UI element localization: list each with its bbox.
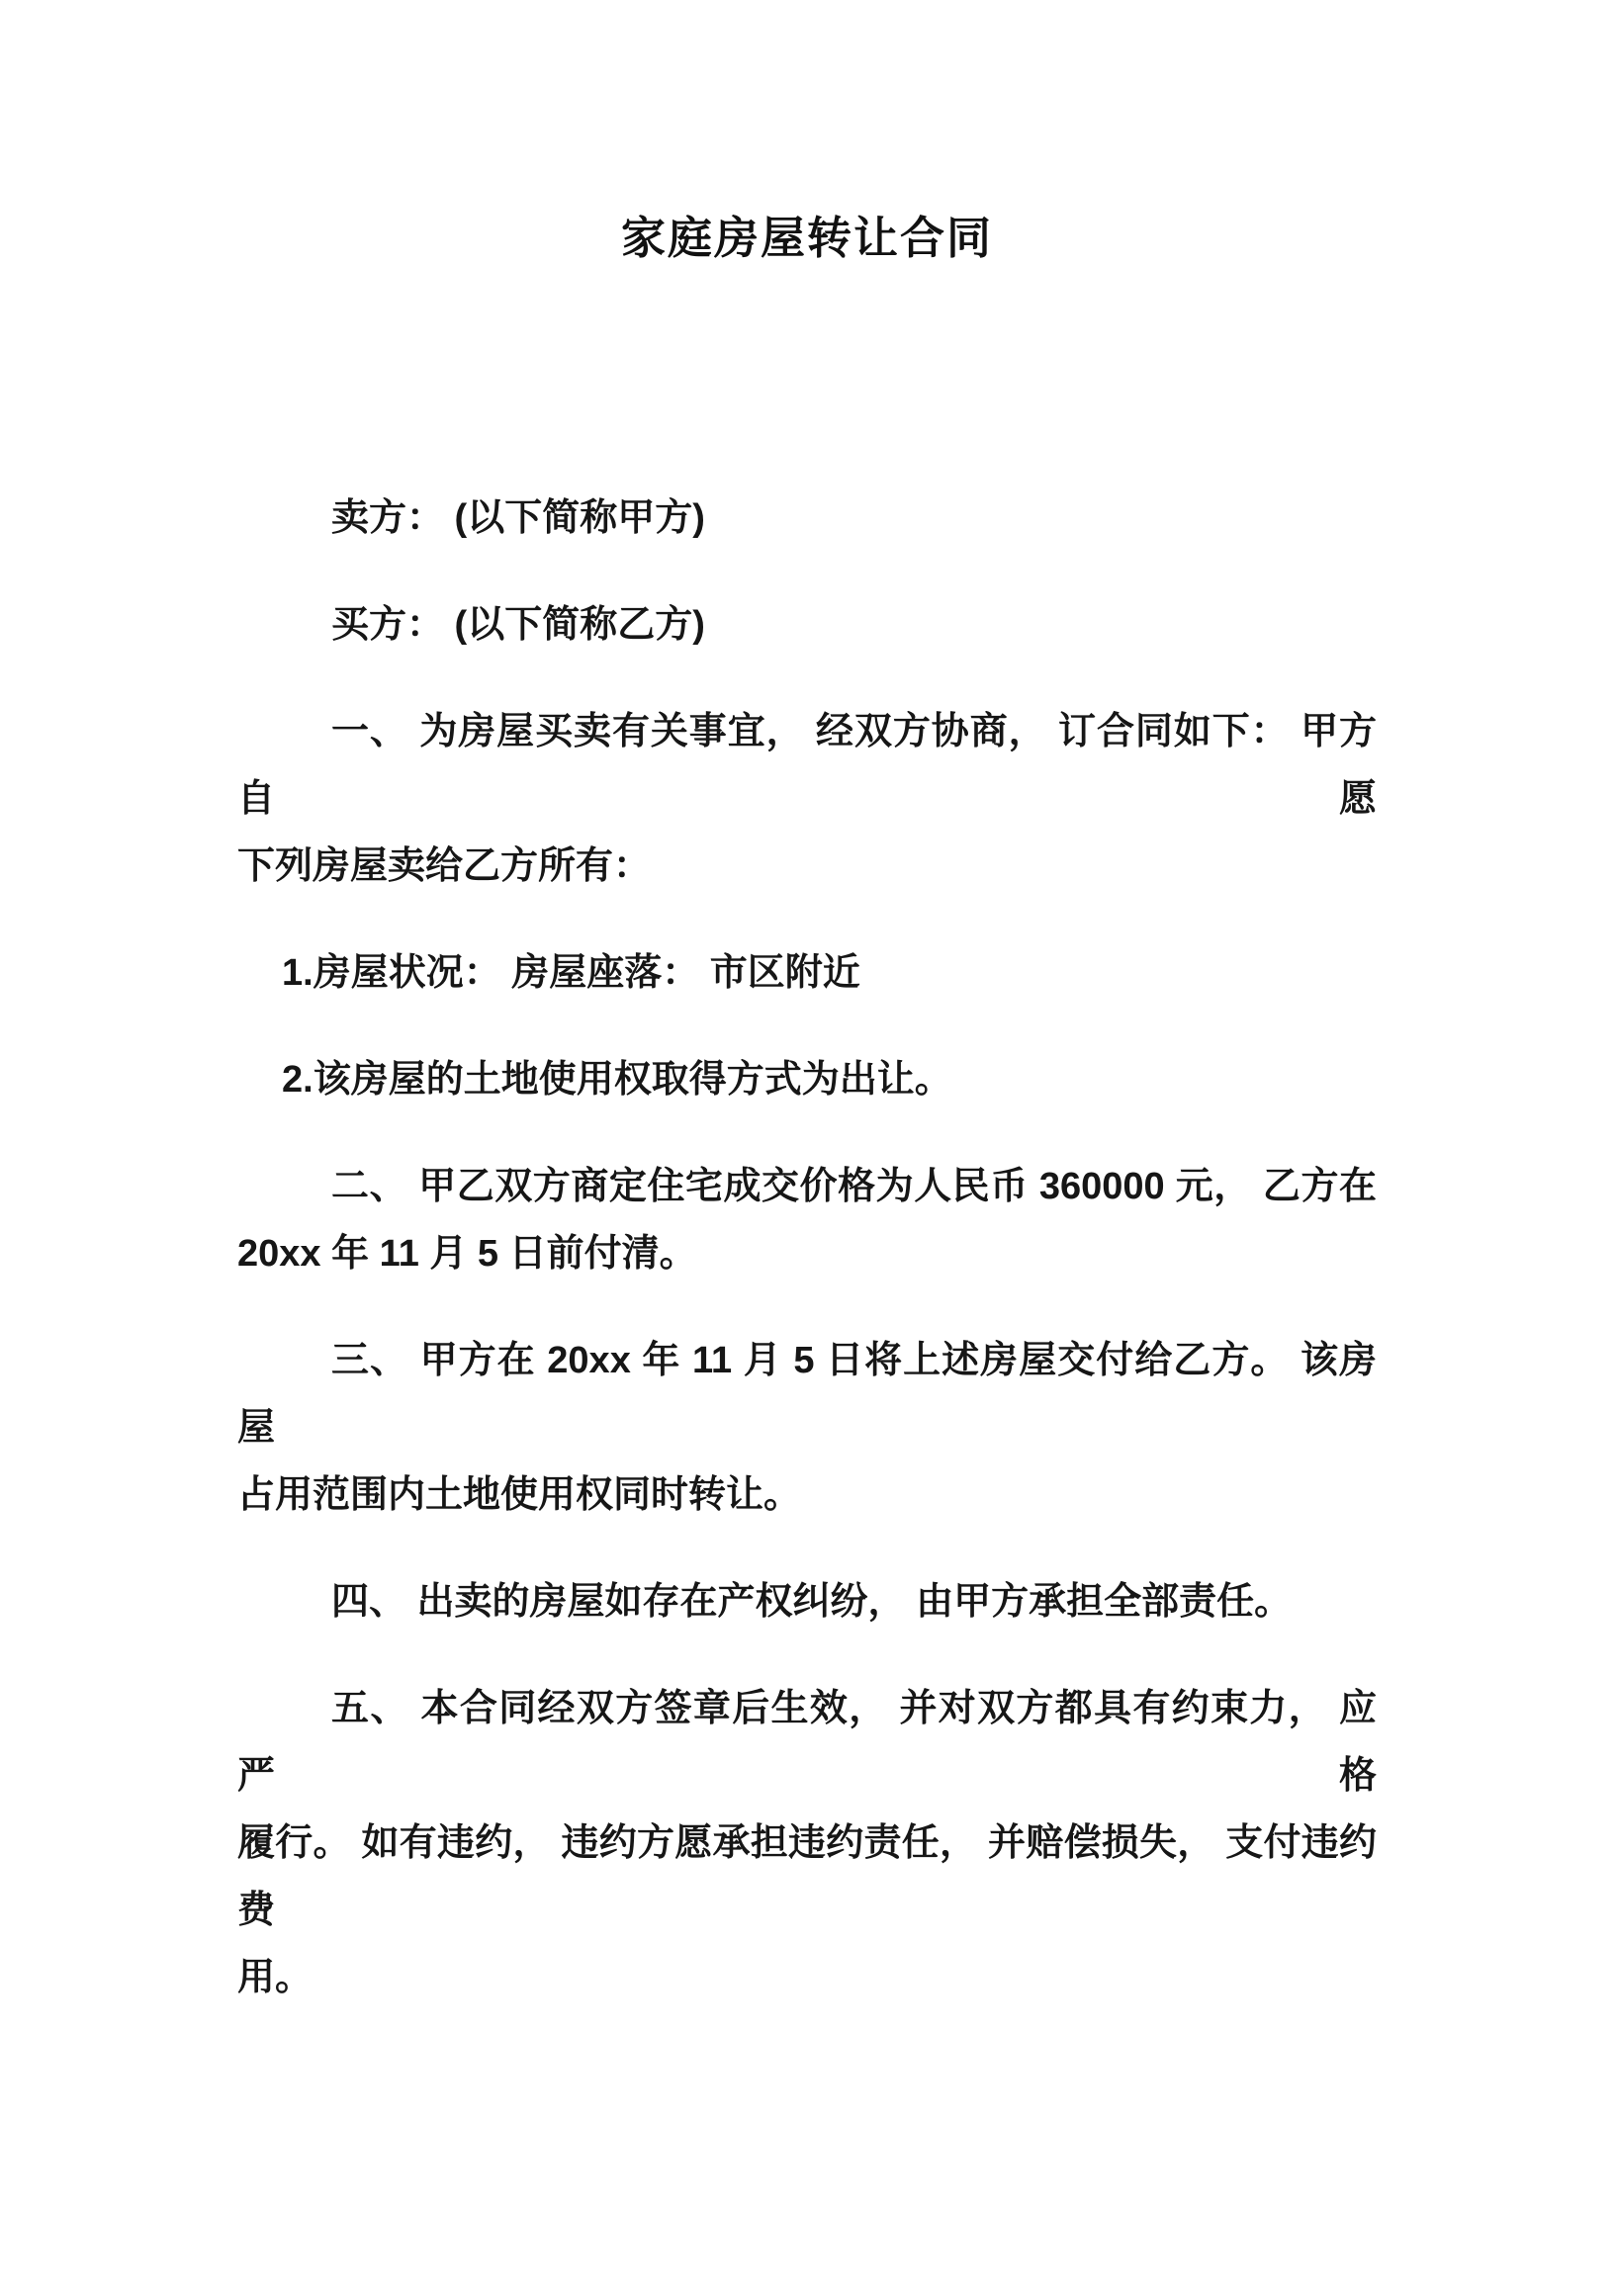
paragraph — [237, 1675, 1377, 2011]
text-line: 下列房屋卖给乙方所有： — [237, 845, 652, 887]
text-line: 二、 甲乙双方商定住宅成交价格为人民币 360000 元， 乙方在 — [331, 1166, 1377, 1207]
text-line: 三、 甲方在 20xx 年 11 月 5 日将上述房屋交付给乙方。 该房屋 — [237, 1340, 1377, 1449]
text-line: 五、 本合同经双方签章后生效， 并对双方都具有约束力， 应严格 — [237, 1688, 1377, 1797]
document-page — [0, 208, 1614, 2296]
text-line: 买方： (以下简称乙方) — [331, 604, 705, 646]
paragraph — [237, 939, 1377, 1007]
document-body — [237, 485, 1377, 2011]
paragraph — [237, 485, 1377, 552]
text-line: 履行。 如有违约， 违约方愿承担违约责任， 并赔偿损失， 支付违约费 — [237, 1822, 1377, 1931]
text-line: 2.该房屋的土地使用权取得方式为出让。 — [282, 1059, 952, 1101]
paragraph — [237, 1046, 1377, 1113]
document-title: 家庭房屋转让合同 — [620, 213, 993, 263]
text-line: 用。 — [237, 1957, 314, 1998]
paragraph — [237, 1327, 1377, 1529]
text-line: 20xx 年 11 月 5 日前付清。 — [237, 1233, 697, 1275]
paragraph — [237, 1568, 1377, 1635]
text-line: 四、 出卖的房屋如存在产权纠纷， 由甲方承担全部责任。 — [331, 1581, 1293, 1623]
paragraph — [237, 1153, 1377, 1287]
paragraph — [237, 591, 1377, 659]
text-line: 一、 为房屋买卖有关事宜， 经双方协商， 订合同如下： 甲方自愿 — [237, 711, 1377, 820]
text-line: 占用范围内土地使用权同时转让。 — [237, 1474, 802, 1516]
text-line: 卖方： (以下简称甲方) — [331, 497, 705, 539]
text-line: 1.房屋状况： 房屋座落： 市区附近 — [282, 952, 860, 994]
paragraph — [237, 698, 1377, 900]
